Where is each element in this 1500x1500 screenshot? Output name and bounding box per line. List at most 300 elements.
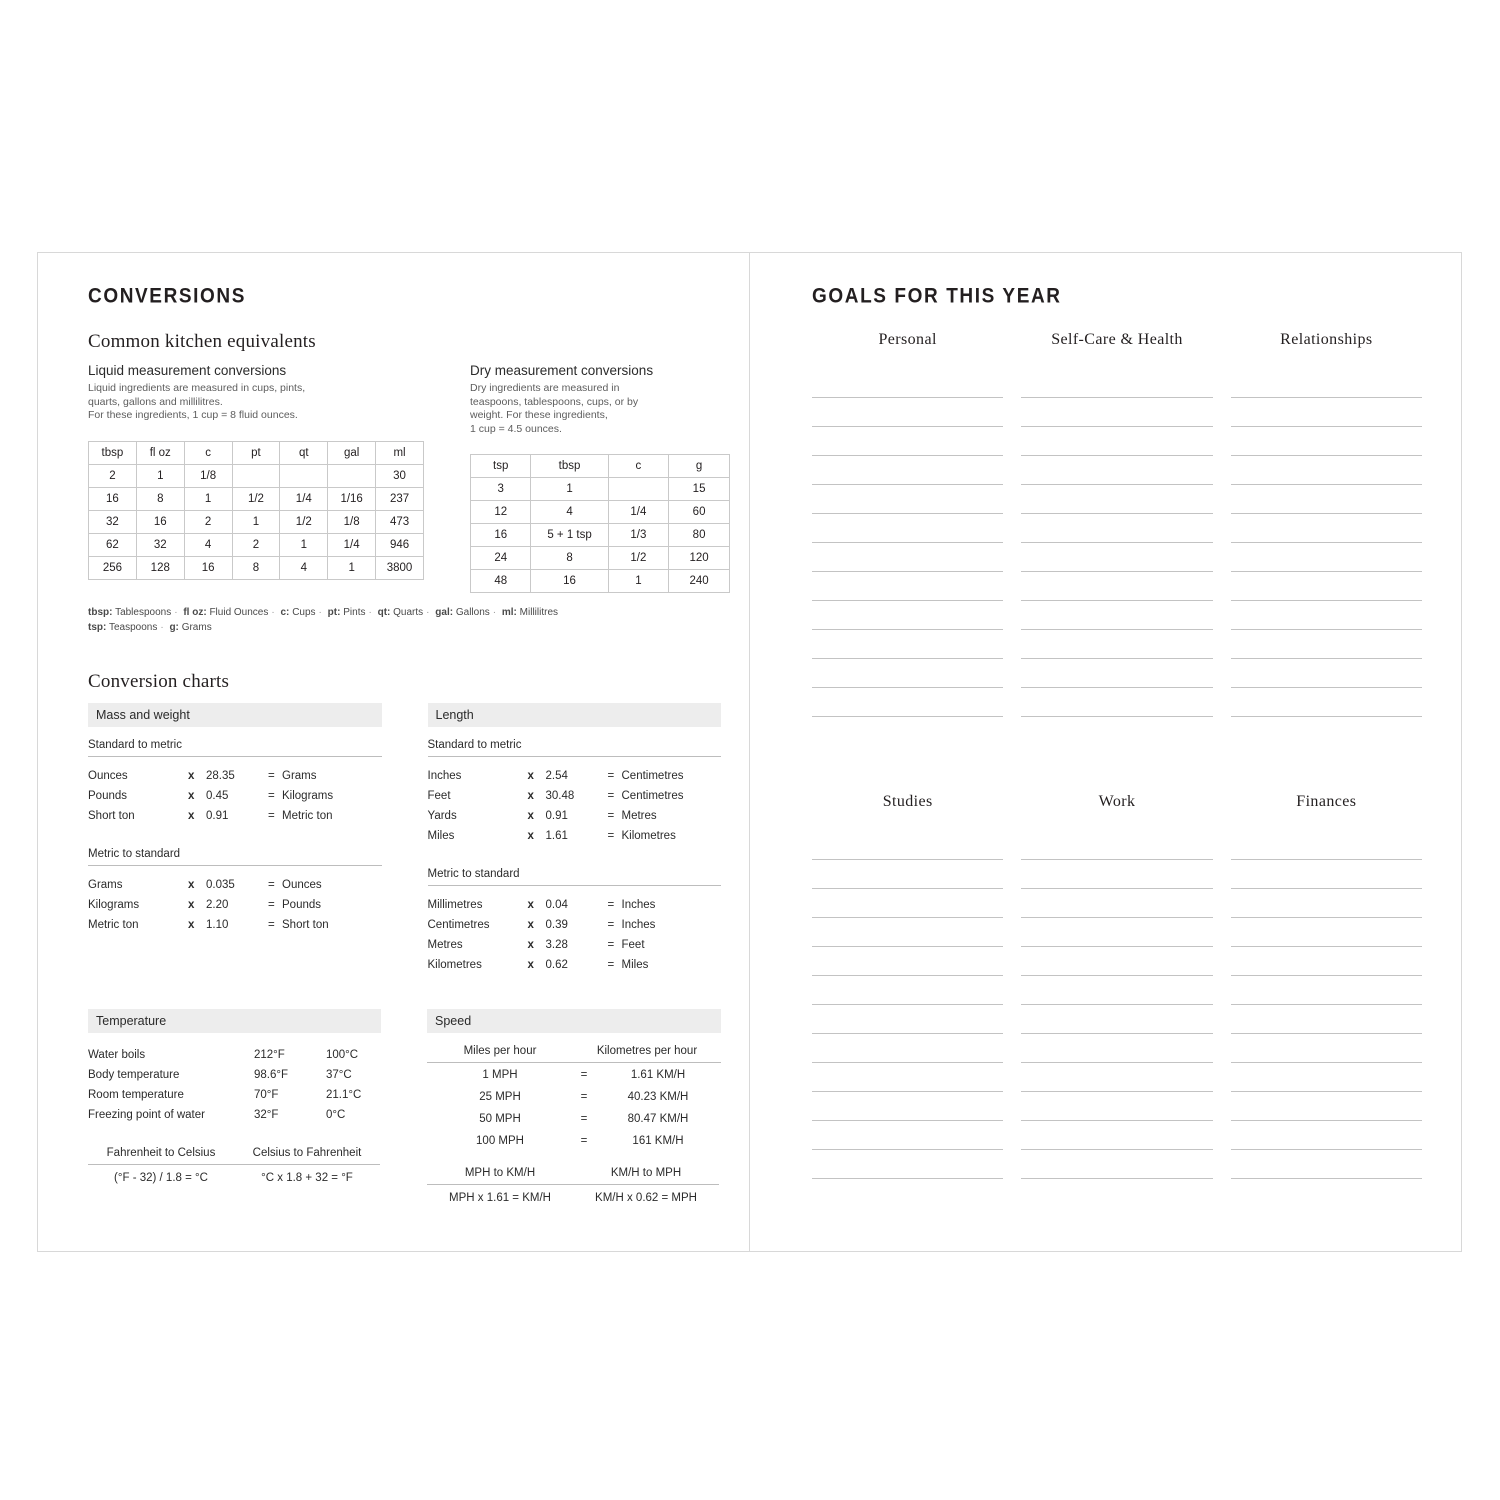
goal-write-area[interactable] — [1021, 369, 1212, 717]
multiply-symbol: x — [188, 770, 195, 782]
cell: 1/3 — [608, 524, 668, 547]
charts-row-1 — [88, 703, 721, 975]
goal-line[interactable] — [1231, 456, 1422, 485]
to-unit: Centimetres — [621, 770, 684, 782]
factor: 0.45 — [206, 790, 229, 802]
goal-line[interactable] — [1231, 514, 1422, 543]
col-pt: pt — [232, 441, 280, 464]
table-row — [471, 570, 730, 593]
table-row — [89, 556, 424, 579]
multiply-symbol: x — [188, 899, 195, 911]
goal-line[interactable] — [812, 572, 1003, 601]
goal-line[interactable] — [1231, 1092, 1422, 1121]
goal-line[interactable] — [1021, 1063, 1212, 1092]
goal-line[interactable] — [1021, 543, 1212, 572]
legend-word: Fluid Ounces — [209, 607, 269, 618]
legend-abbr: c: — [280, 607, 290, 618]
to-unit: Grams — [282, 770, 317, 782]
cell: 3 — [471, 478, 531, 501]
cell: 62 — [89, 533, 137, 556]
goal-label: Studies — [882, 793, 933, 810]
table-row — [89, 487, 424, 510]
to-unit: Feet — [621, 939, 645, 951]
goal-line[interactable] — [1231, 947, 1422, 976]
goal-line[interactable] — [1231, 369, 1422, 398]
cell: 3800 — [376, 556, 424, 579]
goal-line[interactable] — [812, 601, 1003, 630]
col-c: c — [184, 441, 232, 464]
col-qt: qt — [280, 441, 328, 464]
goal-line[interactable] — [1231, 918, 1422, 947]
cell: 1/4 — [608, 501, 668, 524]
goal-line[interactable] — [812, 1005, 1003, 1034]
legend-word: Gallons — [455, 607, 490, 618]
band-speed: Speed — [427, 1009, 721, 1033]
goal-line[interactable] — [1021, 456, 1212, 485]
cell: 1 — [184, 487, 232, 510]
table-row — [471, 478, 730, 501]
goal-line[interactable] — [1021, 1150, 1212, 1179]
notebook-spread — [37, 252, 1462, 1252]
abbreviation-legend — [88, 605, 698, 635]
cell: 1 — [608, 570, 668, 593]
cell: 2 — [184, 510, 232, 533]
formula-body: (°F - 32) / 1.8 = °C — [114, 1172, 208, 1184]
speed-header-row — [427, 1045, 721, 1063]
goal-line[interactable] — [812, 659, 1003, 688]
cell: 1/16 — [328, 487, 376, 510]
goal-line[interactable] — [812, 1150, 1003, 1179]
speed-mph: 100 MPH — [476, 1135, 524, 1147]
factor: 1.10 — [206, 919, 229, 931]
goal-line[interactable] — [1021, 427, 1212, 456]
equivalents-row — [88, 363, 721, 593]
goal-line[interactable] — [812, 369, 1003, 398]
equals-symbol: = — [268, 919, 275, 931]
factor: 0.62 — [545, 959, 568, 971]
formula-title: Fahrenheit to Celsius — [88, 1147, 234, 1165]
legend-abbr: g: — [169, 622, 179, 633]
goal-line[interactable] — [812, 427, 1003, 456]
goal-line[interactable] — [1231, 831, 1422, 860]
from-unit: Millimetres — [427, 899, 483, 911]
length-metric-to-std-label: Metric to standard — [428, 868, 722, 886]
goal-line[interactable] — [1231, 427, 1422, 456]
goals-grid-bottom — [812, 793, 1422, 1179]
table-header-row — [89, 441, 424, 464]
section-title-kitchen-equivalents: Common kitchen equivalents — [88, 331, 316, 352]
to-unit: Centimetres — [621, 790, 684, 802]
legend-abbr: tsp: — [88, 622, 107, 633]
goal-line[interactable] — [1021, 398, 1212, 427]
from-unit: Short ton — [88, 810, 135, 822]
from-unit: Feet — [427, 790, 451, 802]
formula-body: MPH x 1.61 = KM/H — [449, 1192, 551, 1204]
legend-abbr: tbsp: — [88, 607, 113, 618]
temperature-fahrenheit: 70°F — [254, 1089, 279, 1101]
goal-line[interactable] — [812, 1063, 1003, 1092]
goal-line[interactable] — [1231, 398, 1422, 427]
temperature-block — [88, 1009, 381, 1204]
equals-symbol: = — [607, 959, 615, 971]
legend-word: Cups — [292, 607, 316, 618]
goal-line[interactable] — [1021, 1005, 1212, 1034]
conversion-row — [428, 935, 722, 955]
goal-label: Self-Care & Health — [1051, 331, 1183, 348]
cell: 16 — [471, 524, 531, 547]
formula-title: KM/H to MPH — [573, 1167, 719, 1185]
goal-write-area[interactable] — [1231, 369, 1422, 717]
legend-word: Tablespoons — [115, 607, 172, 618]
formula-title: Celsius to Fahrenheit — [234, 1147, 380, 1165]
cell: 2 — [89, 464, 137, 487]
goal-line[interactable] — [1021, 860, 1212, 889]
goal-line[interactable] — [812, 918, 1003, 947]
goal-line[interactable] — [1231, 1034, 1422, 1063]
conversion-row — [88, 895, 382, 915]
conversion-row — [88, 806, 382, 826]
goal-line[interactable] — [1021, 1034, 1212, 1063]
from-unit: Grams — [88, 879, 123, 891]
goal-line[interactable] — [1021, 976, 1212, 1005]
col-gal: gal — [328, 441, 376, 464]
factor: 30.48 — [545, 790, 575, 802]
goal-line[interactable] — [1231, 572, 1422, 601]
goal-line[interactable] — [1021, 659, 1212, 688]
cell: 32 — [89, 510, 137, 533]
mass-and-weight-block — [88, 703, 382, 975]
equals-symbol: = — [580, 1135, 588, 1147]
goal-line[interactable] — [812, 485, 1003, 514]
factor: 0.04 — [545, 899, 568, 911]
speed-row — [427, 1107, 721, 1129]
goal-line[interactable] — [1231, 860, 1422, 889]
speed-kmh: 1.61 KM/H — [630, 1069, 686, 1081]
goal-write-area[interactable] — [1231, 831, 1422, 1179]
from-unit: Inches — [427, 770, 462, 782]
cell: 2 — [232, 533, 280, 556]
equals-symbol: = — [268, 810, 275, 822]
goal-line[interactable] — [1021, 947, 1212, 976]
cell: 16 — [184, 556, 232, 579]
col-floz: fl oz — [136, 441, 184, 464]
goal-column-finances — [1231, 793, 1422, 1179]
equals-symbol: = — [580, 1091, 588, 1103]
cell: 1/4 — [328, 533, 376, 556]
table-row — [89, 533, 424, 556]
speed-col-mph: Miles per hour — [463, 1045, 537, 1057]
goal-line[interactable] — [1231, 1150, 1422, 1179]
goal-line[interactable] — [812, 947, 1003, 976]
legend-word: Grams — [181, 622, 212, 633]
multiply-symbol: x — [527, 770, 534, 782]
formula-kmh-to-mph — [573, 1167, 719, 1204]
temperature-label: Water boils — [88, 1049, 146, 1061]
band-mass-and-weight: Mass and weight — [88, 703, 382, 727]
cell: 30 — [376, 464, 424, 487]
conversion-charts-section — [88, 671, 721, 1204]
to-unit: Inches — [621, 919, 656, 931]
goal-line[interactable] — [1021, 369, 1212, 398]
goal-line[interactable] — [1021, 601, 1212, 630]
multiply-symbol: x — [527, 959, 534, 971]
goal-line[interactable] — [1021, 1121, 1212, 1150]
to-unit: Miles — [621, 959, 649, 971]
temperature-label: Freezing point of water — [88, 1109, 205, 1121]
cell: 80 — [669, 524, 730, 547]
cell: 16 — [136, 510, 184, 533]
from-unit: Ounces — [88, 770, 128, 782]
page-title-goals: GOALS FOR THIS YEAR — [812, 284, 1062, 308]
equals-symbol: = — [607, 899, 615, 911]
goal-line[interactable] — [1231, 1121, 1422, 1150]
goal-line[interactable] — [1021, 688, 1212, 717]
cell: 32 — [136, 533, 184, 556]
goal-column-work — [1021, 793, 1212, 1179]
table-row — [471, 501, 730, 524]
legend-word: Pints — [343, 607, 366, 618]
temperature-formulas — [88, 1147, 381, 1184]
to-unit: Metres — [621, 810, 657, 822]
goal-line[interactable] — [1021, 831, 1212, 860]
equals-symbol: = — [268, 879, 275, 891]
table-row — [89, 464, 424, 487]
multiply-symbol: x — [188, 810, 195, 822]
cell: 5 + 1 tsp — [531, 524, 608, 547]
spacer — [88, 826, 382, 848]
goal-column-relationships — [1231, 331, 1422, 717]
goal-line[interactable] — [812, 976, 1003, 1005]
goal-column-personal — [812, 331, 1003, 717]
goal-line[interactable] — [1231, 601, 1422, 630]
equals-symbol: = — [607, 790, 615, 802]
cell: 4 — [280, 556, 328, 579]
from-unit: Metric ton — [88, 919, 139, 931]
temperature-label: Body temperature — [88, 1069, 180, 1081]
speed-kmh: 80.47 KM/H — [627, 1113, 689, 1125]
cell: 24 — [471, 547, 531, 570]
goal-line[interactable] — [812, 688, 1003, 717]
goal-line[interactable] — [1231, 688, 1422, 717]
charts-row-2 — [88, 1009, 721, 1204]
goals-grid-top — [812, 331, 1422, 717]
goal-line[interactable] — [812, 1092, 1003, 1121]
speed-formulas — [427, 1167, 721, 1204]
temperature-label: Room temperature — [88, 1089, 184, 1101]
to-unit: Short ton — [282, 919, 329, 931]
factor: 0.91 — [545, 810, 568, 822]
liquid-description: Liquid ingredients are measured in cups, pints, quarts, gallons and millilitres. For these ingredients, 1 cup = 8 fluid ounces. — [88, 382, 306, 421]
cell: 1/8 — [328, 510, 376, 533]
goal-line[interactable] — [1021, 572, 1212, 601]
temperature-row — [88, 1065, 381, 1085]
cell: 4 — [184, 533, 232, 556]
cell: 1 — [328, 556, 376, 579]
goal-line[interactable] — [812, 1121, 1003, 1150]
speed-col-kmh: Kilometres per hour — [596, 1045, 698, 1057]
conversion-row — [88, 766, 382, 786]
goal-line[interactable] — [1021, 485, 1212, 514]
cell: 60 — [669, 501, 730, 524]
goal-write-area[interactable] — [1021, 831, 1212, 1179]
cell: 1/2 — [608, 547, 668, 570]
speed-mph: 25 MPH — [479, 1091, 521, 1103]
factor: 28.35 — [206, 770, 235, 782]
goal-label: Relationships — [1280, 331, 1373, 348]
goal-line[interactable] — [1021, 918, 1212, 947]
factor: 2.54 — [545, 770, 568, 782]
temperature-fahrenheit: 98.6°F — [254, 1069, 289, 1081]
temperature-celsius: 21.1°C — [326, 1089, 362, 1101]
from-unit: Miles — [427, 830, 455, 842]
liquid-conversions-block — [88, 363, 424, 593]
temperature-celsius: 100°C — [326, 1049, 359, 1061]
legend-abbr: fl oz: — [183, 607, 207, 618]
cell: 48 — [471, 570, 531, 593]
goal-line[interactable] — [1231, 543, 1422, 572]
multiply-symbol: x — [527, 830, 534, 842]
factor: 0.91 — [206, 810, 229, 822]
legend-abbr: qt: — [377, 607, 391, 618]
mass-metric-to-std-label: Metric to standard — [88, 848, 382, 866]
goal-line[interactable] — [1021, 889, 1212, 918]
goal-line[interactable] — [1231, 630, 1422, 659]
temperature-fahrenheit: 32°F — [254, 1109, 279, 1121]
factor: 0.035 — [206, 879, 235, 891]
factor: 2.20 — [206, 899, 229, 911]
goal-line[interactable] — [1231, 659, 1422, 688]
equals-symbol: = — [607, 810, 615, 822]
formula-fahrenheit-to-celsius — [88, 1147, 234, 1184]
goal-label: Finances — [1296, 793, 1357, 810]
legend-word: Millilitres — [519, 607, 559, 618]
formula-body: °C x 1.8 + 32 = °F — [261, 1172, 353, 1184]
goal-line[interactable] — [812, 1034, 1003, 1063]
temperature-fahrenheit: 212°F — [254, 1049, 285, 1061]
goal-line[interactable] — [1231, 889, 1422, 918]
dry-subtitle: Dry measurement conversions — [470, 363, 654, 378]
cell: 16 — [89, 487, 137, 510]
cell: 1 — [136, 464, 184, 487]
cell: 12 — [471, 501, 531, 524]
cell: 473 — [376, 510, 424, 533]
multiply-symbol: x — [188, 919, 195, 931]
factor: 0.39 — [545, 919, 568, 931]
multiply-symbol: x — [527, 810, 534, 822]
temperature-celsius: 0°C — [326, 1109, 346, 1121]
speed-row — [427, 1063, 721, 1085]
cell: 256 — [89, 556, 137, 579]
conversion-row — [88, 875, 382, 895]
to-unit: Metric ton — [282, 810, 333, 822]
goal-line[interactable] — [812, 398, 1003, 427]
cell: 4 — [531, 501, 608, 524]
to-unit: Pounds — [282, 899, 322, 911]
conversion-row — [88, 786, 382, 806]
goal-line[interactable] — [1021, 514, 1212, 543]
multiply-symbol: x — [527, 899, 534, 911]
conversion-row — [428, 766, 722, 786]
col-tbsp: tbsp — [89, 441, 137, 464]
goal-line[interactable] — [812, 456, 1003, 485]
goal-line[interactable] — [1231, 1005, 1422, 1034]
goal-write-area[interactable] — [812, 369, 1003, 717]
goal-line[interactable] — [1231, 485, 1422, 514]
goal-line[interactable] — [1021, 630, 1212, 659]
goal-line[interactable] — [812, 889, 1003, 918]
legend-abbr: gal: — [435, 607, 454, 618]
to-unit: Inches — [621, 899, 656, 911]
equals-symbol: = — [607, 939, 615, 951]
equals-symbol: = — [268, 790, 275, 802]
formula-body: KM/H x 0.62 = MPH — [595, 1192, 697, 1204]
col-tsp: tsp — [471, 455, 531, 478]
speed-row — [427, 1085, 721, 1107]
factor: 3.28 — [545, 939, 568, 951]
liquid-conversion-table — [88, 441, 424, 580]
cell: 1 — [232, 510, 280, 533]
factor: 1.61 — [545, 830, 568, 842]
temperature-row — [88, 1045, 381, 1065]
goal-line[interactable] — [1021, 1092, 1212, 1121]
cell: 1/4 — [280, 487, 328, 510]
goal-line[interactable] — [812, 630, 1003, 659]
goal-line[interactable] — [1231, 1063, 1422, 1092]
cell: 946 — [376, 533, 424, 556]
to-unit: Ounces — [282, 879, 322, 891]
temperature-celsius: 37°C — [326, 1069, 352, 1081]
speed-mph: 50 MPH — [479, 1113, 521, 1125]
table-row — [471, 524, 730, 547]
conversion-row — [428, 895, 722, 915]
col-g: g — [669, 455, 730, 478]
cell: 1/2 — [232, 487, 280, 510]
formula-celsius-to-fahrenheit — [234, 1147, 380, 1184]
table-row — [471, 547, 730, 570]
goal-line[interactable] — [812, 831, 1003, 860]
goal-line[interactable] — [812, 860, 1003, 889]
from-unit: Kilograms — [88, 899, 140, 911]
multiply-symbol: x — [527, 919, 534, 931]
cell: 1/2 — [280, 510, 328, 533]
goal-line[interactable] — [812, 543, 1003, 572]
legend-abbr: ml: — [501, 607, 517, 618]
cell: 120 — [669, 547, 730, 570]
goal-line[interactable] — [1231, 976, 1422, 1005]
equals-symbol: = — [607, 830, 615, 842]
cell: 1 — [280, 533, 328, 556]
from-unit: Kilometres — [427, 959, 482, 971]
goal-line[interactable] — [812, 514, 1003, 543]
goal-write-area[interactable] — [812, 831, 1003, 1179]
formula-title: MPH to KM/H — [427, 1167, 573, 1185]
dry-description: Dry ingredients are measured in teaspoons, tablespoons, cups, or by weight. For these ingredients, 1 cup = 4.5 ounces. — [470, 382, 639, 435]
from-unit: Pounds — [88, 790, 128, 802]
dry-conversion-table — [470, 454, 730, 593]
mass-std-to-metric-label: Standard to metric — [88, 739, 382, 757]
multiply-symbol: x — [188, 790, 195, 802]
temperature-row — [88, 1085, 381, 1105]
speed-row — [427, 1129, 721, 1151]
goal-column-studies — [812, 793, 1003, 1179]
conversion-row — [428, 806, 722, 826]
legend-line-2: tsp: Teaspoons · g: Grams — [88, 622, 212, 633]
multiply-symbol: x — [188, 879, 195, 891]
length-std-to-metric-label: Standard to metric — [428, 739, 722, 757]
equals-symbol: = — [580, 1113, 588, 1125]
cell: 237 — [376, 487, 424, 510]
legend-line-1: tbsp: Tablespoons · fl oz: Fluid Ounces · c: Cups · pt: Pints · qt: Quarts · gal: Gallons · ml: Millilitres — [88, 607, 559, 618]
